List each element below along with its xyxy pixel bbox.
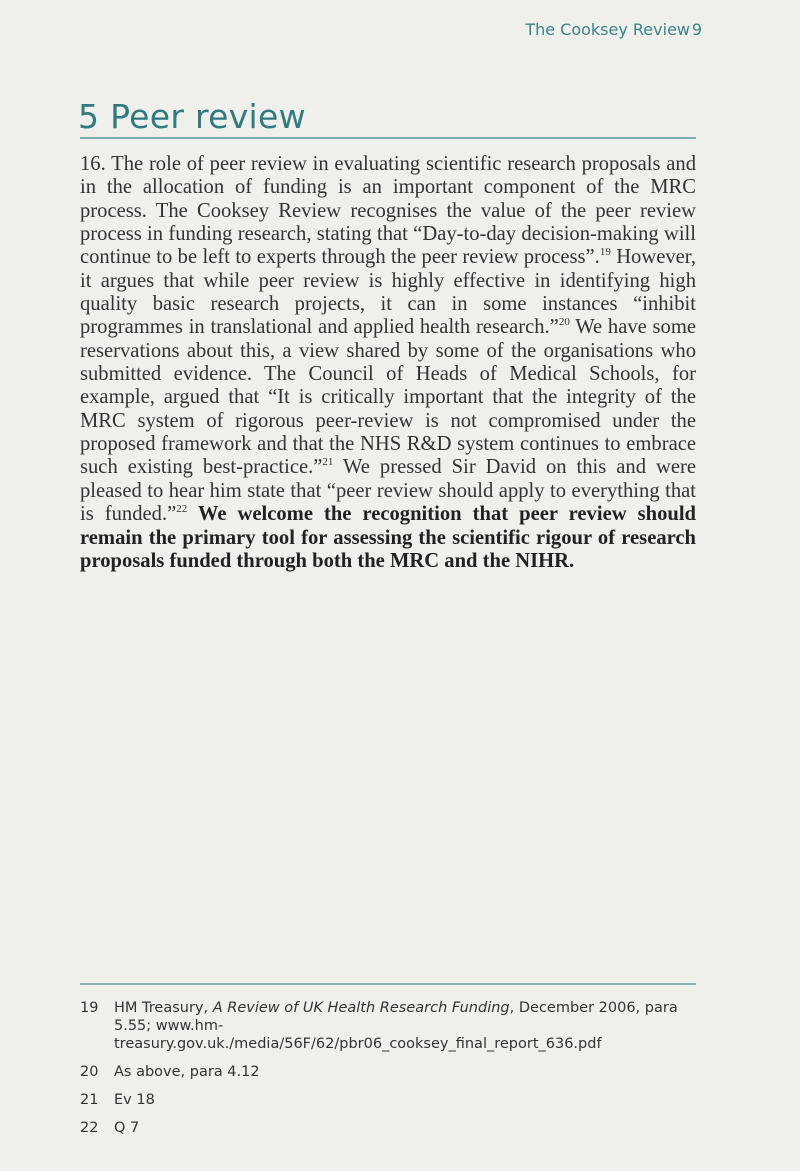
footnote-number: 22 — [80, 1120, 99, 1136]
footnote-number: 21 — [80, 1092, 99, 1108]
footnote-21 — [80, 1091, 700, 1109]
footnote-19 — [80, 999, 700, 1053]
paragraph-text-2: However, it argues that while peer review is highly effective in identifying high quality basic research projects, it can in some instances “inhibit programmes in translational and applied health research.” — [80, 246, 696, 339]
footnote-text: Q 7 — [114, 1120, 140, 1136]
footnote-ref-21[interactable]: 21 — [322, 456, 334, 469]
footnote-22 — [80, 1119, 700, 1137]
footnote-ref-20[interactable]: 20 — [558, 316, 570, 329]
footnotes — [80, 999, 700, 1147]
footnote-text — [114, 999, 700, 1053]
footnote-ref-19[interactable]: 19 — [599, 246, 611, 259]
footnote-text: As above, para 4.12 — [114, 1064, 260, 1080]
footnote-pre: HM Treasury, — [114, 1000, 213, 1016]
footnote-rule — [80, 983, 696, 985]
footnote-post[interactable]: , December 2006, para 5.55; www.hm-treasury.gov.uk./media/56F/62/pbr06_cooksey_final_report_636.pdf — [114, 1000, 678, 1052]
paragraph-text-1: The role of peer review in evaluating scientific research proposals and in the allocation of funding is an important component of the MRC process. The Cooksey Review recognises the value of the peer review process in funding research, stating that “Day-to-day decision-making will continue to be left to experts through the peer review process”. — [80, 153, 697, 269]
paragraph-16 — [80, 153, 696, 573]
footnote-title: A Review of UK Health Research Funding — [212, 1000, 510, 1016]
footnote-number: 19 — [80, 1000, 99, 1016]
paragraph-conclusion: We welcome the recognition that peer review should remain the primary tool for assessing the scientific rigour of research proposals funded through both the MRC and the NIHR. — [80, 503, 697, 572]
footnote-20 — [80, 1063, 700, 1081]
section-title: 5 Peer review — [78, 97, 306, 136]
paragraph-text-3: We have some reservations about this, a view shared by some of the organisations who submitted evidence. The Council of Heads of Medical Schools, for example, argued that “It is critically important that the integrity of the MRC system of rigorous peer-review is not compromised under the proposed framework and that the NHS R&D system continues to embrace such existing best-practice.” — [80, 316, 696, 479]
running-head: The Cooksey Review — [525, 20, 690, 39]
page-number: 9 — [691, 20, 702, 39]
footnote-number: 20 — [80, 1064, 99, 1080]
paragraph-number: 16. — [80, 153, 106, 175]
footnote-text: Ev 18 — [114, 1092, 155, 1108]
title-rule — [80, 137, 696, 139]
footnote-ref-22[interactable]: 22 — [176, 503, 188, 516]
paragraph-text-4: We pressed Sir David on this and were pleased to hear him state that “peer review should apply to everything that is funded.” — [80, 456, 696, 526]
